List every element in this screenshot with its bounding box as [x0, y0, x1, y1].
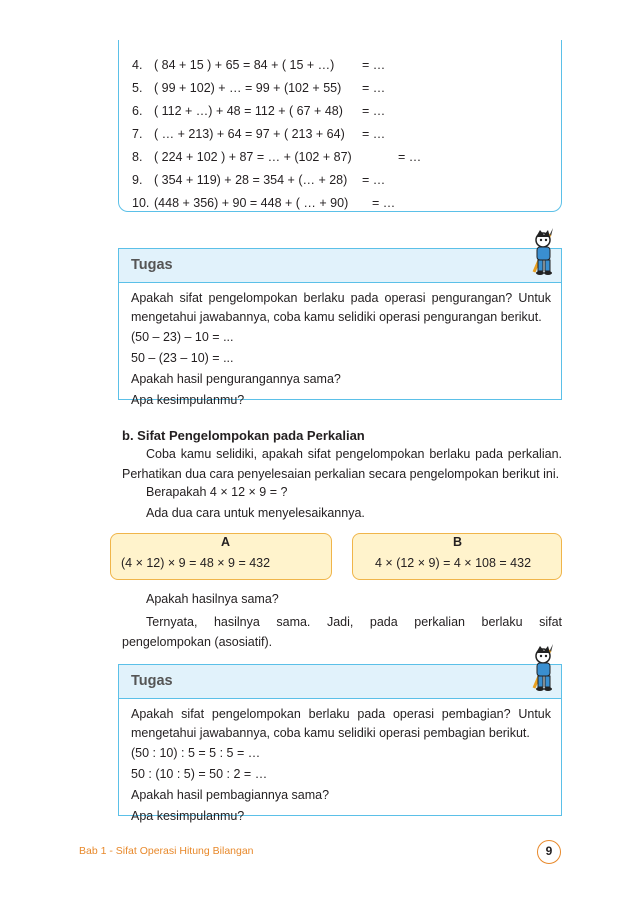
exercise-row [132, 104, 343, 118]
tugas-header [119, 665, 561, 699]
exercise-number: 8. [132, 150, 143, 164]
page-number: 9 [537, 840, 561, 864]
tugas-expression-2: 50 : (10 : 5) = 50 : 2 = … [131, 767, 268, 781]
tugas-box-division [118, 664, 562, 823]
footer-chapter-title: Bab 1 - Sifat Operasi Hitung Bilangan [79, 845, 254, 857]
tugas-expression-1: (50 : 10) : 5 = 5 : 5 = … [131, 746, 261, 760]
exercise-expression: ( 354 + 119) + 28 = 354 + (… + 28) [154, 173, 348, 187]
exercise-expression: ( 224 + 102 ) + 87 = … + (102 + 87) [154, 150, 352, 164]
section-b-title: b. Sifat Pengelompokan pada Perkalian [122, 428, 365, 443]
section-b-two-ways: Ada dua cara untuk menyelesaikannya. [146, 506, 365, 520]
exercise-row [132, 58, 334, 72]
exercise-expression: ( 84 + 15 ) + 65 = 84 + ( 15 + …) [154, 58, 335, 72]
exercise-answer-blank: = … [362, 58, 386, 72]
method-a-equation: (4 × 12) × 9 = 48 × 9 = 432 [121, 556, 271, 570]
tugas-expression-1: (50 – 23) – 10 = ... [131, 330, 234, 344]
exercise-number: 10. [132, 196, 150, 210]
same-result-question: Apakah hasilnya sama? [146, 592, 279, 606]
method-a-box [110, 533, 332, 580]
exercise-answer-blank: = … [362, 104, 386, 118]
tugas-expression-2: 50 – (23 – 10) = ... [131, 351, 234, 365]
exercise-row [132, 150, 352, 164]
exercise-number: 4. [132, 58, 143, 72]
exercise-number: 9. [132, 173, 143, 187]
section-b-intro: Coba kamu selidiki, apakah sifat pengelompokan berlaku pada perkalian. Perhatikan dua cara penyelesaian perkalian secara pengelompokan berikut ini. [122, 447, 562, 481]
tugas-body [119, 283, 561, 411]
method-b-equation: 4 × (12 × 9) = 4 × 108 = 432 [375, 556, 532, 570]
tugas-conclusion-prompt: Apa kesimpulanmu? [131, 809, 245, 823]
tugas-header [119, 249, 561, 283]
section-b-question: Berapakah 4 × 12 × 9 = ? [146, 485, 288, 499]
exercise-answer-blank: = … [362, 81, 386, 95]
exercise-row [132, 127, 345, 141]
mascot-with-pencil-icon [524, 228, 564, 276]
tugas-intro: Apakah sifat pengelompokan berlaku pada operasi pembagian? Untuk mengetahui jawabannya, coba kamu selidiki operasi pembagian berikut. [131, 707, 551, 740]
method-b-label: B [453, 535, 463, 549]
exercise-expression: ( 112 + …) + 48 = 112 + ( 67 + 48) [154, 104, 343, 118]
tugas-body [119, 699, 561, 827]
exercise-number: 7. [132, 127, 143, 141]
exercise-answer-blank: = … [398, 150, 422, 164]
exercise-answer-blank: = … [362, 127, 386, 141]
tugas-title: Tugas [131, 673, 173, 689]
tugas-conclusion-prompt: Apa kesimpulanmu? [131, 393, 245, 407]
exercise-expression: ( 99 + 102) + … = 99 + (102 + 55) [154, 81, 342, 95]
tugas-question: Apakah hasil pengurangannya sama? [131, 372, 341, 386]
tugas-box-subtraction [118, 248, 562, 407]
exercise-number: 6. [132, 104, 143, 118]
method-b-box [352, 533, 562, 580]
tugas-question: Apakah hasil pembagiannya sama? [131, 788, 330, 802]
exercise-expression: (448 + 356) + 90 = 448 + ( … + 90) [154, 196, 349, 210]
exercise-answer-blank: = … [362, 173, 386, 187]
exercise-row [132, 81, 341, 95]
tugas-intro: Apakah sifat pengelompokan berlaku pada operasi pengurangan? Untuk mengetahui jawabannya, coba kamu selidiki operasi pengurangan berikut. [131, 291, 551, 324]
method-a-label: A [221, 535, 231, 549]
exercise-row [132, 173, 347, 187]
tugas-title: Tugas [131, 257, 173, 273]
section-b-conclusion: Ternyata, hasilnya sama. Jadi, pada perkalian berlaku sifat pengelompokan (asosiatif). [122, 615, 562, 649]
exercise-expression: ( … + 213) + 64 = 97 + ( 213 + 64) [154, 127, 345, 141]
exercise-row [132, 196, 348, 210]
exercise-number: 5. [132, 81, 143, 95]
mascot-with-pencil-icon [524, 644, 564, 692]
exercise-answer-blank: = … [372, 196, 396, 210]
